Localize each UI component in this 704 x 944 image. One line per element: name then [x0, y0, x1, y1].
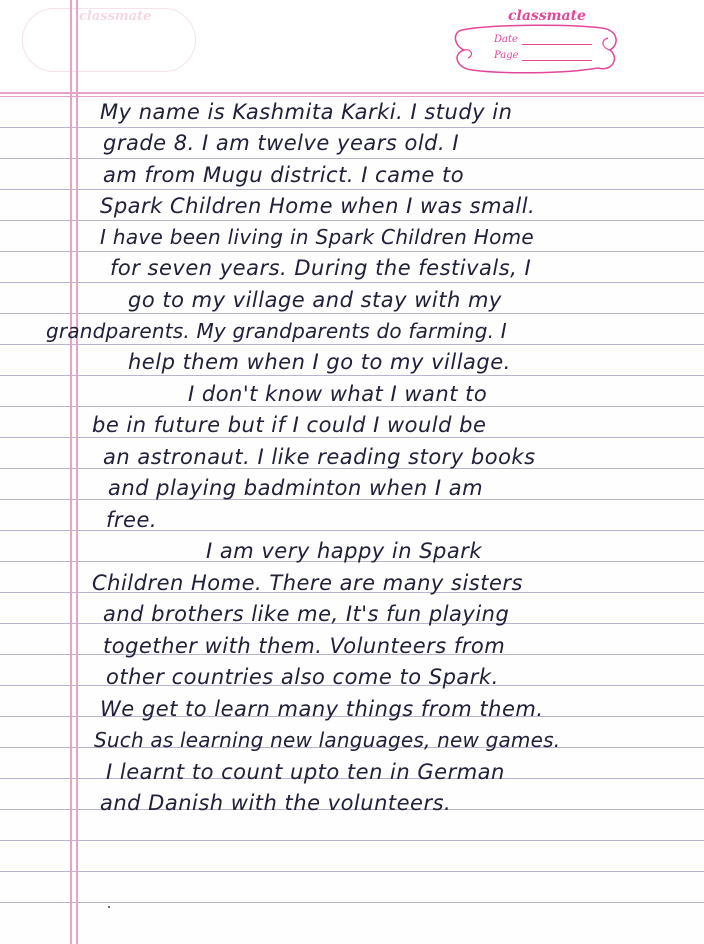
ghost-logo-imprint: classmate — [22, 8, 196, 72]
handwritten-line: Spark Children Home when I was small. — [100, 194, 536, 218]
handwritten-line: and playing badminton when I am — [108, 476, 484, 500]
ink-speck — [108, 906, 110, 908]
handwritten-line: I don't know what I want to — [188, 382, 488, 406]
date-page-scroll-icon — [452, 20, 622, 76]
handwritten-line: My name is Kashmita Karki. I study in — [100, 100, 513, 124]
handwritten-line: I am very happy in Spark — [206, 539, 483, 563]
header-rule-secondary — [0, 96, 704, 97]
brand-logo: classmate — [508, 8, 586, 24]
handwritten-line: an astronaut. I like reading story books — [103, 445, 536, 469]
handwritten-line: We get to learn many things from them. — [100, 697, 544, 721]
handwritten-line: for seven years. During the festivals, I — [110, 256, 532, 280]
handwritten-line: together with them. Volunteers from — [103, 634, 506, 658]
handwritten-line: other countries also come to Spark. — [106, 665, 499, 689]
page-field-line[interactable] — [522, 60, 592, 61]
handwritten-line: grandparents. My grandparents do farming. I — [46, 319, 507, 343]
handwritten-line: be in future but if I could I would be — [92, 413, 487, 437]
handwritten-line: Children Home. There are many sisters — [92, 571, 523, 595]
handwritten-line: grade 8. I am twelve years old. I — [103, 131, 460, 155]
date-label: Date — [494, 34, 518, 45]
handwritten-line: and brothers like me, It's fun playing — [103, 602, 510, 626]
handwritten-line: I have been living in Spark Children Home — [100, 225, 535, 249]
margin-line-right — [76, 0, 78, 944]
handwritten-line: go to my village and stay with my — [128, 288, 502, 312]
handwritten-line: am from Mugu district. I came to — [103, 163, 465, 187]
margin-line-left — [70, 0, 72, 944]
handwritten-line: Such as learning new languages, new games. — [94, 728, 561, 752]
handwritten-line: and Danish with the volunteers. — [100, 791, 452, 815]
date-field-line[interactable] — [522, 44, 592, 45]
page-label: Page — [494, 50, 519, 61]
handwritten-line: I learnt to count upto ten in German — [106, 760, 505, 784]
handwritten-line: help them when I go to my village. — [128, 350, 511, 374]
handwritten-line: free. — [106, 508, 158, 532]
header-rule — [0, 92, 704, 94]
